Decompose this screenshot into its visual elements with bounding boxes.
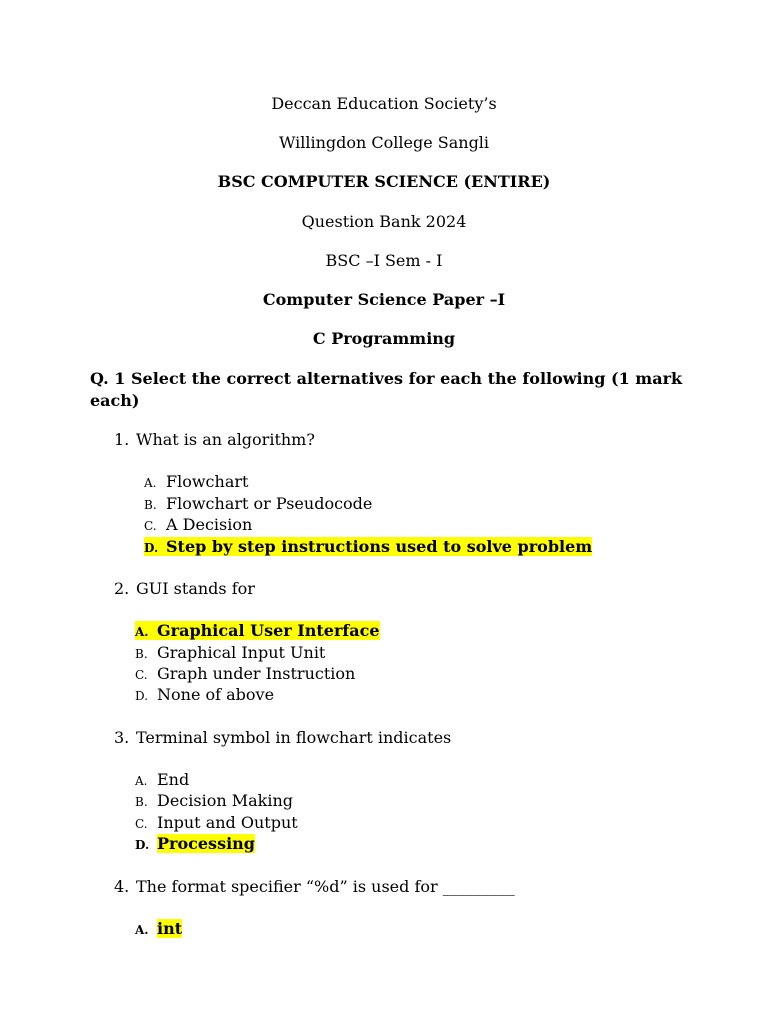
question-bank-title: Question Bank 2024: [301, 212, 467, 231]
option-1d-answer: [144, 537, 592, 558]
option-3b: [135, 791, 293, 812]
option-text: Decision Making: [157, 791, 294, 810]
option-letter: D.: [135, 689, 149, 703]
option-letter: B.: [144, 498, 157, 512]
option-text: End: [157, 770, 190, 789]
option-text: Graphical User Interface: [157, 621, 380, 640]
option-letter: C.: [135, 668, 148, 682]
question-text: Terminal symbol in flowchart indicates: [136, 728, 452, 747]
semester-label: BSC –I Sem - I: [325, 251, 443, 270]
question-number: 4.: [114, 877, 130, 896]
question-text: GUI stands for: [136, 579, 255, 598]
option-text: Step by step instructions used to solve problem: [166, 537, 593, 556]
course-title: BSC COMPUTER SCIENCE (ENTIRE): [217, 172, 551, 191]
question-1: [114, 430, 315, 450]
question-text: What is an algorithm?: [136, 430, 315, 449]
question-4: [114, 877, 515, 897]
option-3a: [135, 770, 189, 791]
subject-title: C Programming: [312, 329, 456, 348]
option-1b: [144, 494, 372, 515]
option-letter: A.: [135, 625, 149, 639]
option-letter: B.: [135, 795, 148, 809]
option-letter: C.: [144, 519, 157, 533]
option-text: Graph under Instruction: [157, 664, 356, 683]
society-name: Deccan Education Society’s: [271, 94, 497, 113]
option-text: Input and Output: [157, 813, 298, 832]
question-2: [114, 579, 255, 599]
option-text: Flowchart: [166, 472, 249, 491]
option-2d: [135, 685, 274, 706]
option-text: int: [157, 919, 183, 938]
option-letter: C.: [135, 817, 148, 831]
option-2b: [135, 643, 325, 664]
option-3c: [135, 813, 298, 834]
option-text: Flowchart or Pseudocode: [166, 494, 373, 513]
section-heading: Q. 1 Select the correct alternatives for each the following (1 mark each): [90, 369, 683, 410]
question-text: The format specifier “%d” is used for _________: [136, 877, 515, 896]
option-text: Graphical Input Unit: [157, 643, 326, 662]
question-number: 1.: [114, 430, 130, 449]
option-letter: A.: [135, 923, 149, 937]
option-letter: A.: [144, 476, 157, 490]
paper-title: Computer Science Paper –I: [262, 290, 506, 309]
option-letter: B.: [135, 647, 148, 661]
question-number: 3.: [114, 728, 130, 747]
option-text: A Decision: [166, 515, 253, 534]
question-3: [114, 728, 451, 748]
option-1c: [144, 515, 252, 536]
option-text: Processing: [157, 834, 255, 853]
question-number: 2.: [114, 579, 130, 598]
option-3d-answer: [135, 834, 255, 855]
option-letter: A.: [135, 774, 148, 788]
option-letter: D.: [135, 838, 150, 852]
option-letter: D.: [144, 541, 159, 555]
option-1a: [144, 472, 248, 493]
option-2a-answer: [135, 621, 380, 642]
college-name: Willingdon College Sangli: [278, 133, 490, 152]
option-4a-answer: [135, 919, 182, 940]
option-text: None of above: [157, 685, 275, 704]
option-2c: [135, 664, 355, 685]
